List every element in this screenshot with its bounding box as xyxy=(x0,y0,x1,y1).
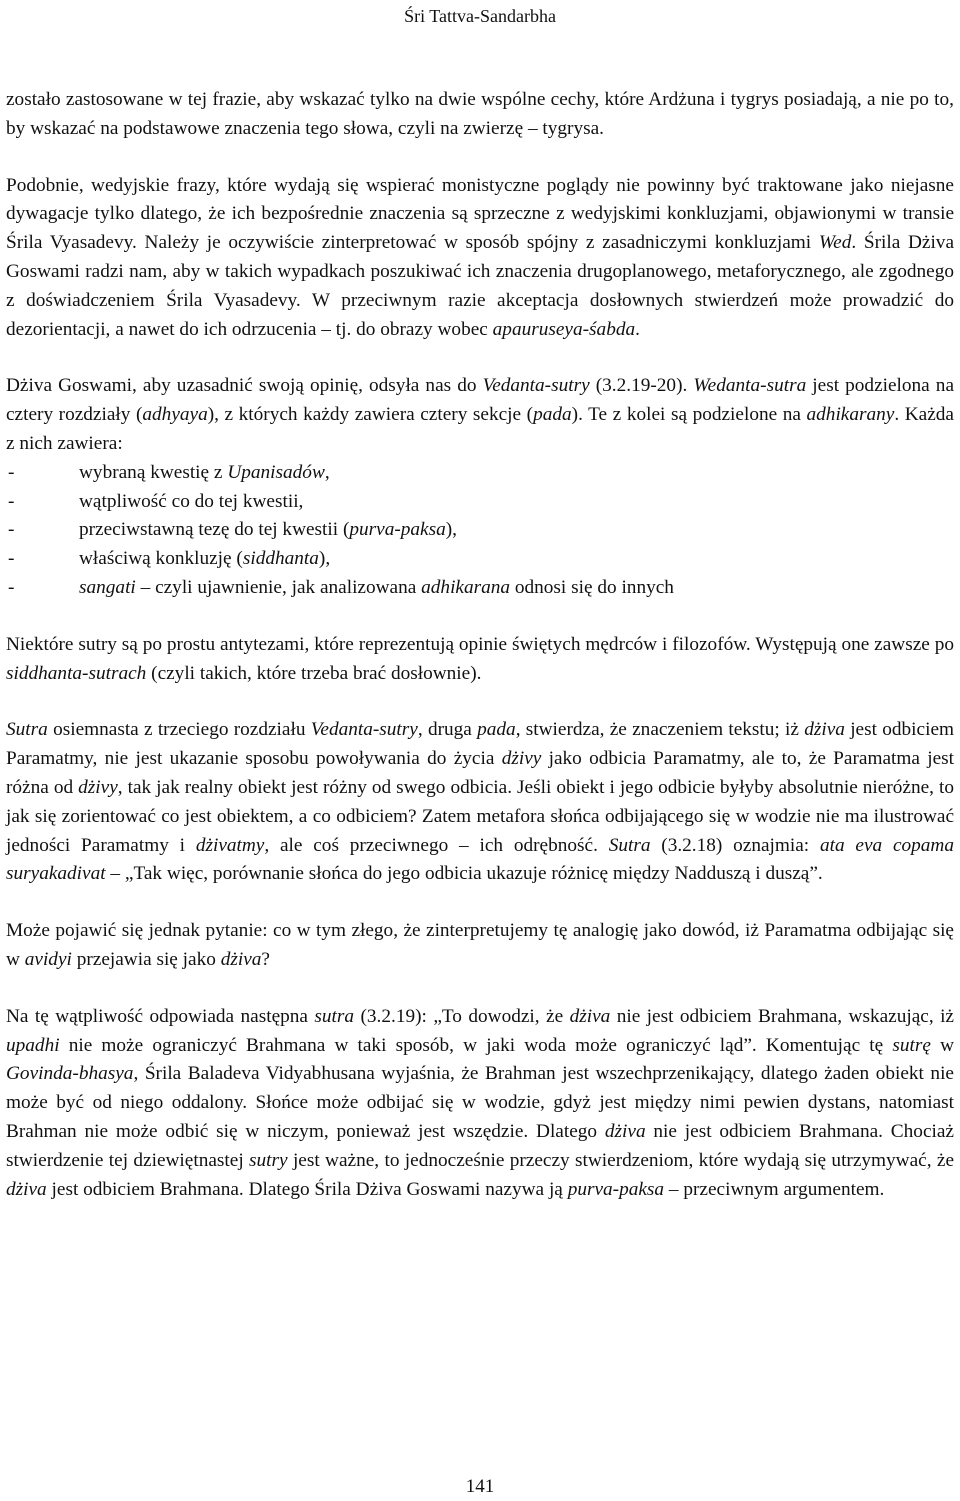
italic-term: dżiva xyxy=(604,1120,646,1142)
italic-term: siddhanta xyxy=(242,548,319,570)
contents-list xyxy=(6,459,954,603)
italic-term: ata eva copama suryakadivat xyxy=(6,834,954,885)
list-item: - przeciwstawną tezę do tej kwestii (purva-paksa), xyxy=(6,516,954,545)
italic-term: dżiva xyxy=(220,948,262,970)
italic-term: avidyi xyxy=(24,948,72,970)
italic-term: Upanisadów xyxy=(227,461,325,483)
list-item: - sangati – czyli ujawnienie, jak analizowana adhikarana odnosi się do innych xyxy=(6,574,954,603)
italic-term: Wed xyxy=(818,232,852,254)
italic-term: dżivatmy xyxy=(195,834,265,856)
paragraph: Na tę wątpliwość odpowiada następna sutra (3.2.19): „To dowodzi, że dżiva nie jest odbiciem Brahmana, wskazując, iż upadhi nie może ograniczyć Brahmana w taki sposób, w jaki woda może ograniczyć ląd”. Komentując tę sutrę w Govinda-bhasya, Śrila Baladeva Vidyabhusana wyjaśnia, że Brahman jest wszechprzenikający, dlatego żaden obiekt nie może być od niego oddalony. Słońce może odbijać się w wodzie, gdyż jest między nimi pewien dystans, natomiast Brahman nie może odbić się w niczym, ponieważ jest wszędzie. Dlatego dżiva nie jest odbiciem Brahmana. Chociaż stwierdzenie tej dziewiętnastej sutry jest ważne, to jednocześnie przeczy stwierdzeniom, które wydają się utrzymywać, że dżiva jest odbiciem Brahmana. Dlatego Śrila Dżiva Goswami nazywa ją purva-paksa – przeciwnym argumentem. xyxy=(6,1005,955,1200)
running-header: Śri Tattva-Sandarbha xyxy=(404,6,556,26)
italic-term: dżiva xyxy=(6,1178,47,1200)
italic-term: sutra xyxy=(314,1005,355,1027)
italic-term: dżiva xyxy=(804,719,845,741)
italic-term: sangati xyxy=(79,576,136,598)
italic-term: pada xyxy=(533,404,572,426)
italic-term: Sutra xyxy=(608,834,651,856)
italic-term: sutry xyxy=(249,1149,288,1171)
italic-term: Wedanta-sutra xyxy=(693,375,807,397)
italic-term: Govinda-bhasya xyxy=(6,1063,134,1085)
paragraph: Może pojawić się jednak pytanie: co w tym złego, że zinterpretujemy tę analogię jako dowód, iż Paramatma odbijając się w avidyi przejawia się jako dżiva? xyxy=(6,920,954,970)
italic-term: Vedanta-sutry xyxy=(482,375,590,397)
paragraph: Sutra osiemnasta z trzeciego rozdziału Vedanta-sutry, druga pada, stwierdza, że znaczeniem tekstu; iż dżiva jest odbiciem Paramatmy, nie jest ukazanie sposobu powoływania do życia dżivy jako odbicia Paramatmy, ale to, że Paramatma jest różna od dżivy, tak jak realny obiekt jest różny od swego odbicia. Jeśli obiekt i jego odbicie byłyby absolutnie nieróżne, to jak się zorientować co jest obiektem, a co odbiciem? Zatem metafora słońca odbijającego się w wodzie nie ma ilustrować jedności Paramatmy i dżivatmy, ale coś przeciwnego – ich odrębność. Sutra (3.2.18) oznajmia: ata eva copama suryakadivat – „Tak więc, porównanie słońca do jego odbicia ukazuje różnicę między Nadduszą i duszą”. xyxy=(6,719,954,885)
italic-term: adhyaya xyxy=(142,404,208,426)
paragraph: zostało zastosowane w tej frazie, aby wskazać tylko na dwie wspólne cechy, które Ardżuna i tygrys posiadają, a nie po to, by wskazać na podstawowe znaczenia tego słowa, czyli na zwierzę – tygrysa. xyxy=(6,89,954,139)
italic-term: Vedanta-sutry xyxy=(310,719,418,741)
italic-term: dżivy xyxy=(78,776,118,798)
list-item: - właściwą konkluzję (siddhanta), xyxy=(6,545,954,574)
italic-term: apauruseya-śabda xyxy=(492,318,636,340)
italic-term: dżivy xyxy=(501,748,542,770)
italic-term: purva-paksa xyxy=(349,519,446,541)
italic-term: upadhi xyxy=(6,1034,60,1056)
paragraph: Podobnie, wedyjskie frazy, które wydają się wspierać monistyczne poglądy nie powinny być traktowane jako niejasne dywagacje tylko dlatego, że ich bezpośrednie znaczenia są sprzeczne z wedyjskimi konkluzjami, objawionymi w transie Śrila Vyasadevy. Należy je oczywiście zinterpretować w sposób spójny z zasadniczymi konkluzjami Wed. Śrila Dżiva Goswami radzi nam, aby w takich wypadkach poszukiwać ich znaczenia drugoplanowego, metaforycznego, ale zgodnego z doświadczeniem Śrila Vyasadevy. W przeciwnym razie akceptacja dosłownych stwierdzeń może prowadzić do dezorientacji, a nawet do ich odrzucenia – tj. do obrazy wobec apauruseya-śabda. xyxy=(6,174,954,340)
page-body xyxy=(6,86,954,1204)
italic-term: dżiva xyxy=(569,1005,611,1027)
italic-term: adhikarana xyxy=(421,576,511,598)
italic-term: sutrę xyxy=(892,1034,931,1056)
page-number: 141 xyxy=(465,1476,495,1497)
italic-term: Sutra xyxy=(6,719,48,741)
paragraph: Niektóre sutry są po prostu antytezami, które reprezentują opinie świętych mędrców i filozofów. Występują one zawsze po siddhanta-sutrach (czyli takich, które trzeba brać dosłownie). xyxy=(6,633,954,684)
italic-term: siddhanta-sutrach xyxy=(6,662,147,684)
italic-term: purva-paksa xyxy=(567,1178,665,1200)
list-item: - wybraną kwestię z Upanisadów, xyxy=(6,459,954,488)
paragraph: Dżiva Goswami, aby uzasadnić swoją opinię, odsyła nas do Vedanta-sutry (3.2.19-20). Wedanta-sutra jest podzielona na cztery rozdziały (adhyaya), z których każdy zawiera cztery sekcje (pada). Te z kolei są podzielone na adhikarany. Każda z nich zawiera: xyxy=(6,375,955,454)
italic-term: pada xyxy=(477,719,516,741)
italic-term: adhikarany xyxy=(806,404,895,426)
list-item: - wątpliwość co do tej kwestii, xyxy=(6,488,954,517)
